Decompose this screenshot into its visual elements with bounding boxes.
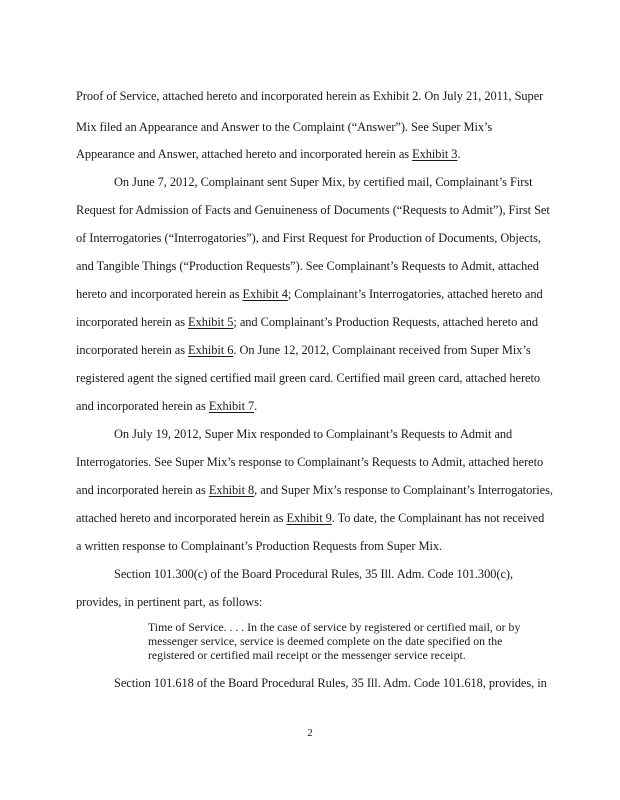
paragraph-2-line-8: registered agent the signed certified mail green card. Certified mail green card, attached hereto bbox=[76, 371, 541, 385]
paragraph-4-line-1: Section 101.300(c) of the Board Procedural Rules, 35 Ill. Adm. Code 101.300(c), bbox=[114, 567, 514, 581]
paragraph-3-line-3 bbox=[76, 482, 553, 498]
text-run: and incorporated herein as bbox=[76, 399, 209, 413]
text-run: attached hereto and incorporated herein as bbox=[76, 511, 287, 525]
paragraph-1-line-1: Proof of Service, attached hereto and incorporated herein as Exhibit 2. On July 21, 2011, Super bbox=[76, 89, 544, 103]
paragraph-2-line-5 bbox=[76, 286, 543, 302]
block-quote-line-1: Time of Service. . . . In the case of service by registered or certified mail, or by bbox=[148, 620, 521, 634]
text-run: Appearance and Answer, attached hereto and incorporated herein as bbox=[76, 147, 413, 161]
paragraph-3-line-2: Interrogatories. See Super Mix’s response to Complainant’s Requests to Admit, attached hereto bbox=[76, 455, 544, 469]
text-run: incorporated herein as bbox=[76, 315, 189, 329]
paragraph-1-line-2: Mix filed an Appearance and Answer to the Complaint (“Answer”). See Super Mix’s bbox=[76, 120, 493, 134]
paragraph-3-line-1: On July 19, 2012, Super Mix responded to Complainant’s Requests to Admit and bbox=[114, 427, 513, 441]
text-run: incorporated herein as bbox=[76, 343, 189, 357]
paragraph-2-line-4: and Tangible Things (“Production Requests”). See Complainant’s Requests to Admit, attached bbox=[76, 259, 539, 273]
text-run: . bbox=[457, 147, 461, 161]
exhibit-5-reference: Exhibit 5 bbox=[188, 315, 234, 329]
paragraph-2-line-3: of Interrogatories (“Interrogatories”), and First Request for Production of Documents, Objects, bbox=[76, 231, 541, 245]
exhibit-9-reference: Exhibit 9 bbox=[286, 511, 332, 525]
paragraph-3-line-5: a written response to Complainant’s Production Requests from Super Mix. bbox=[76, 539, 443, 553]
exhibit-7-reference: Exhibit 7 bbox=[208, 399, 255, 413]
paragraph-2-line-7 bbox=[76, 342, 531, 358]
page-number: 2 bbox=[307, 727, 313, 739]
text-run: , and Super Mix’s response to Complainant’s Interrogatories, bbox=[254, 483, 553, 497]
exhibit-8-reference: Exhibit 8 bbox=[208, 483, 255, 497]
text-run: ; and Complainant’s Production Requests, attached hereto and bbox=[233, 315, 539, 329]
text-run: ; Complainant’s Interrogatories, attached hereto and bbox=[287, 287, 543, 301]
text-run: . bbox=[254, 399, 258, 413]
block-quote-line-2: messenger service, service is deemed complete on the date specified on the bbox=[148, 634, 503, 648]
exhibit-3-reference: Exhibit 3 bbox=[412, 147, 458, 161]
paragraph-2-line-2: Request for Admission of Facts and Genuineness of Documents (“Requests to Admit”), First Set bbox=[76, 203, 550, 217]
text-run: and incorporated herein as bbox=[76, 483, 209, 497]
paragraph-5-line-1: Section 101.618 of the Board Procedural Rules, 35 Ill. Adm. Code 101.618, provides, in bbox=[114, 676, 547, 690]
paragraph-4-line-2: provides, in pertinent part, as follows: bbox=[76, 595, 263, 609]
paragraph-3-line-4 bbox=[76, 510, 544, 526]
text-run: hereto and incorporated herein as bbox=[76, 287, 243, 301]
text-run: . To date, the Complainant has not received bbox=[331, 511, 545, 525]
paragraph-2-line-1: On June 7, 2012, Complainant sent Super Mix, by certified mail, Complainant’s First bbox=[114, 175, 533, 189]
exhibit-6-reference: Exhibit 6 bbox=[188, 343, 234, 357]
paragraph-2-line-9 bbox=[76, 398, 257, 414]
text-run: . On June 12, 2012, Complainant received from Super Mix’s bbox=[233, 343, 531, 357]
paragraph-2-line-6 bbox=[76, 314, 538, 330]
paragraph-1-line-3 bbox=[76, 146, 461, 162]
block-quote-line-3: registered or certified mail receipt or the messenger service receipt. bbox=[148, 648, 466, 662]
exhibit-4-reference: Exhibit 4 bbox=[242, 287, 288, 301]
